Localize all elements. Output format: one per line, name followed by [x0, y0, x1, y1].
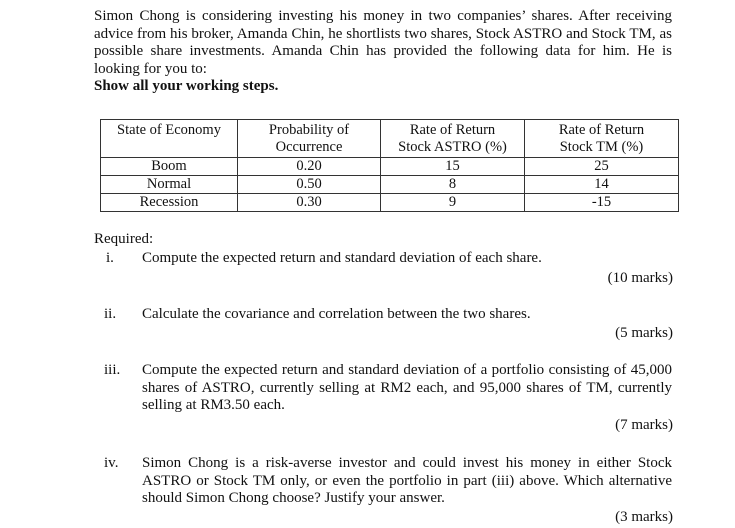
header-tm: Rate of Return Stock TM (%)	[525, 120, 679, 158]
cell-state: Recession	[101, 194, 238, 212]
marks-label: (3 marks)	[615, 509, 673, 525]
question-text: Simon Chong is a risk-averse investor and could invest his money in either Stock ASTRO or Stock TM only, or even the portfolio in part (iii) above. Which alternative should Simon Chong choose? Justify your answer.	[142, 455, 672, 506]
table-header-row	[101, 120, 679, 158]
question-number: i.	[106, 250, 114, 266]
intro-paragraph: Simon Chong is considering investing his money in two companies’ shares. After receiving advice from his broker, Amanda Chin, he shortlists two shares, Stock ASTRO and Stock TM, as possible share investments. Amanda Chin has provided the following data for him. He is looking for you to:	[94, 8, 672, 77]
header-probability: Probability of Occurrence	[238, 120, 381, 158]
cell-prob: 0.50	[238, 176, 381, 194]
instruction-text: Show all your working steps.	[94, 78, 279, 94]
cell-astro: 8	[381, 176, 525, 194]
cell-tm: 14	[525, 176, 679, 194]
cell-prob: 0.20	[238, 158, 381, 176]
cell-prob: 0.30	[238, 194, 381, 212]
marks-label: (10 marks)	[607, 270, 673, 286]
cell-tm: 25	[525, 158, 679, 176]
header-state: State of Economy	[101, 120, 238, 158]
cell-tm: -15	[525, 194, 679, 212]
table-row	[101, 194, 679, 212]
cell-state: Boom	[101, 158, 238, 176]
cell-astro: 15	[381, 158, 525, 176]
header-astro: Rate of Return Stock ASTRO (%)	[381, 120, 525, 158]
question-number: iii.	[104, 362, 121, 378]
table-row	[101, 176, 679, 194]
table-row	[101, 158, 679, 176]
question-text: Calculate the covariance and correlation between the two shares.	[142, 306, 531, 322]
question-number: ii.	[104, 306, 117, 322]
cell-astro: 9	[381, 194, 525, 212]
returns-table	[100, 119, 679, 212]
cell-state: Normal	[101, 176, 238, 194]
question-number: iv.	[104, 455, 119, 471]
intro-block	[94, 8, 672, 96]
required-label: Required:	[94, 231, 154, 247]
marks-label: (5 marks)	[615, 325, 673, 341]
question-text: Compute the expected return and standard deviation of a portfolio consisting of 45,000 shares of ASTRO, currently selling at RM2 each, and 95,000 shares of TM, currently selling at RM3.50 each.	[142, 362, 672, 413]
marks-label: (7 marks)	[615, 417, 673, 433]
question-text: Compute the expected return and standard deviation of each share.	[142, 250, 542, 266]
